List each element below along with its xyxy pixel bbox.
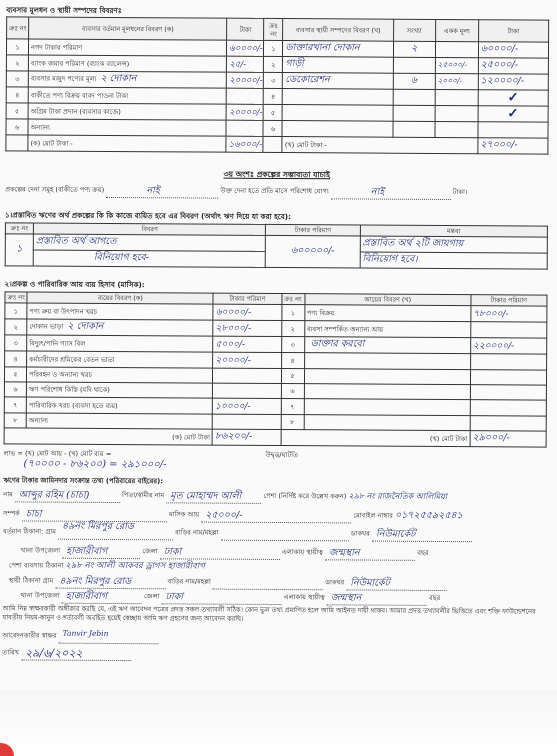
area-value: জন্মস্থান — [329, 547, 360, 559]
ie-serial-text: ৭ — [13, 400, 18, 409]
ie-serial — [5, 319, 27, 335]
use-desc-1: প্রস্তাবিত অর্থ আগতে — [33, 234, 266, 251]
expense-item — [27, 351, 213, 368]
expense-item-text: পারিবারিক খরচ (ব্যবসা হতে ব্যয়) — [28, 400, 118, 410]
thana2-value: হাজারীবাগ — [65, 590, 108, 602]
relation-label: সম্পর্ক — [3, 509, 20, 518]
asset-unit-price — [435, 41, 478, 57]
guarantor-father: মৃত মোহাম্মদ আলী — [170, 490, 242, 502]
ie-col-income-amount: টাকার পরিমাণ — [471, 295, 547, 306]
year-label: বছর — [417, 548, 429, 557]
expense-item — [27, 335, 213, 352]
capital-serial: ৫ — [6, 103, 28, 119]
col-capital-desc: ব্যবসার বর্তমান মূলধনের বিবরণ (ক) — [29, 17, 227, 40]
ie-col-serial: ক্রঃ নং — [5, 292, 27, 303]
capital-item: অগ্রিম টাকা প্রদান (ব্যবসার কাজে) — [28, 103, 226, 120]
income-amount-text: ৭৮০০০/- — [473, 309, 509, 320]
district-value: ঢাকা — [163, 546, 182, 558]
expense-amount — [213, 352, 281, 368]
capital-section-title: ব্যবসার মূলধন ও স্থায়ী সম্পদের বিবরণঃ — [6, 5, 122, 16]
use-col-serial: ক্রঃ নং — [5, 223, 33, 234]
asset-name — [283, 89, 393, 106]
asset-qty — [393, 57, 435, 73]
col-asset-desc: ব্যবসার স্থায়ী সম্পদের বিবরণ (খ) — [283, 19, 393, 42]
income-amount — [470, 370, 546, 385]
col-serial: ক্রঃ নং — [7, 17, 29, 39]
ie-serial-2-text: ২ — [290, 324, 295, 333]
ie-serial-2-text: ৩ — [290, 340, 295, 349]
debt-line — [5, 182, 548, 200]
asset-unit-price — [435, 121, 478, 137]
asset-unit-price — [435, 105, 478, 121]
ie-serial-2 — [281, 337, 304, 353]
area2-value: জন্মস্থান — [330, 592, 362, 604]
expense-item-text: পরিবহন ও অন্যান্য খরচ — [29, 370, 93, 379]
date-value: ২৯/৬/২০২২ — [25, 646, 83, 660]
year2-label: বছর — [428, 593, 441, 602]
ie-income-total-label: (খ) মোট টাকা — [281, 430, 470, 447]
asset-unit-price: ২০০০/- — [435, 73, 478, 89]
income-item-text: পণ্য বিক্রয় — [306, 308, 335, 317]
income-amount — [470, 416, 546, 431]
ie-serial — [5, 351, 27, 367]
asset-serial: ৩ — [264, 72, 283, 88]
ie-serial-2-text: ৬ — [290, 387, 295, 396]
asset-serial: ৬ — [263, 120, 282, 136]
post2-label: ডাকঘর — [325, 578, 345, 587]
asset-qty: ২ — [393, 41, 435, 57]
present-address: ৪৯নং মিরপুর রোড — [62, 520, 134, 533]
asset-qty: ৬ — [393, 73, 435, 89]
ie-serial — [5, 335, 27, 351]
use-remark-2: বিনিয়োগ হবে। — [360, 252, 547, 269]
monthly-value: নাই — [370, 186, 385, 198]
capital-serial: ৪ — [6, 87, 28, 103]
ie-serial-2 — [281, 305, 304, 321]
ie-serial — [4, 413, 26, 428]
income-item-text: ব্যবসা সম্পর্কিত অন্যান্য আয় — [306, 324, 384, 334]
income-item — [304, 353, 470, 370]
asset-name: ডাক্তারখানা দোকান — [283, 41, 393, 58]
profit-value: (৭০০০০ - ৮৬২০০) = ২৯১০০০/- — [23, 458, 167, 471]
capital-serial: ২ — [6, 55, 28, 71]
ie-serial-2 — [281, 384, 304, 399]
date-line — [2, 645, 545, 663]
guarantor-name: আব্দুর রহিম (চাচা) — [18, 489, 90, 501]
loan-use-table — [5, 222, 548, 269]
ie-serial — [4, 382, 26, 397]
house-label: বাড়ির নাম/মহল্লা — [175, 528, 219, 537]
ie-serial — [5, 303, 27, 319]
capital-item: অন্যান্য — [28, 119, 226, 136]
ie-serial-2-text: ৪ — [290, 356, 295, 365]
expense-amount — [213, 383, 281, 398]
capital-total: ১৬০০০/- — [228, 139, 263, 150]
monthly-label: উক্ত দেনা হতে প্রতি মাসে পরিশোধ যোগ্য — [220, 186, 329, 196]
ie-serial — [4, 397, 26, 413]
income-label: মাসিক আয় — [168, 510, 200, 519]
use-col-remark: মন্তব্য — [360, 225, 547, 237]
district2-value: ঢাকা — [165, 591, 184, 603]
permanent-address: ৪৯নং মিরপুর রোড — [59, 575, 132, 588]
district2-label: জেলা — [143, 592, 160, 601]
ie-serial-2 — [281, 369, 304, 384]
profit-label: লাভ = (খ) মোট আয় - (খ) মোট ব্যয় = — [3, 449, 112, 458]
expense-amount — [213, 414, 281, 429]
asset-total: ৬০০০০/- — [478, 42, 548, 58]
signature-line — [2, 628, 545, 646]
income-expense-table — [4, 291, 548, 447]
col-amount: টাকা — [227, 18, 264, 40]
asset-name: ডেকোরেশন — [283, 73, 393, 90]
use-col-desc: বিবরণ — [33, 223, 265, 235]
thana-label: থানা উপজেলা — [20, 546, 61, 555]
mobile-value: ০১৭২৫৫৯২৫৪১ — [394, 509, 463, 522]
ie-serial-text: ১ — [13, 306, 19, 315]
ie-serial-text: ৫ — [13, 370, 18, 379]
present-address-line — [3, 520, 546, 542]
asset-name: গাড়ী — [283, 57, 393, 74]
income-item — [304, 321, 470, 338]
asset-total — [478, 122, 548, 138]
business-address-label: পেশা ব্যবসায় ঠিকানা — [8, 561, 64, 570]
present-address-label: বর্তমান ঠিকানা: গ্রাম — [3, 527, 56, 536]
capital-serial: ৩ — [6, 71, 28, 87]
expense-item — [26, 413, 212, 429]
expense-item-text: বিদ্যুৎ/পানি গ্যাস বিল — [29, 338, 86, 348]
expense-item-text: পণ্য ক্রয় বা উৎপাদন খরচ — [29, 306, 98, 316]
capital-amount: ২৫/- — [227, 56, 264, 72]
asset-unit-price — [435, 89, 478, 105]
use-amount: ৬০০০০০/- — [266, 235, 360, 268]
expense-item — [27, 303, 213, 320]
capital-item: নগদ টাকার পরিমাণ — [28, 39, 226, 56]
income-item — [304, 337, 470, 354]
col-total: টাকা — [478, 20, 548, 42]
asset-serial: ২ — [264, 56, 283, 72]
capital-amount: ২০০০০/- — [226, 104, 263, 120]
ie-col-income: আয়ের বিবরণ (খ) — [304, 294, 470, 306]
ie-serial-2 — [281, 399, 304, 415]
income-amount — [470, 400, 546, 416]
declaration-text: আমি নিম্ন স্বাক্ষরকারী অঙ্গীকার করছি যে, এই ঋণ আবেদন পত্রের প্রদত্ত সকল তথ্যাবলী সঠিক। কোন ভুল তথ্য প্রমাণিত হলে আমি আইনত দায়ী থাকব। আমার প্রদত্ত তথ্যাবলীর ভিত্তিতে এবং শক্তি ফাউন্ডেশনের যাবতীয় নিয়ম-কানুন ও শর্তাবলী অবহিত হয়েই স্বেচ্ছায় আমি ঋণ গ্রহণের জন্য আবেদন করছি। — [2, 604, 536, 623]
capital-serial: ১ — [6, 39, 28, 55]
capital-total-label: (ক) মোট টাকা - — [28, 135, 226, 152]
mobile-label: মোবাইল নাম্বার — [353, 511, 393, 520]
income-amount — [470, 338, 546, 354]
capital-serial: ৬ — [6, 119, 28, 135]
taka-word: টাকা। — [452, 188, 468, 197]
income-amount — [471, 322, 547, 338]
asset-total: ২৫০০০/- — [478, 58, 548, 74]
expense-amount — [213, 398, 281, 414]
ie-serial-2-text: ৮ — [290, 418, 295, 427]
debt-label: প্রকল্পের দেনা সমূহ (বাকীতে পণ্য ক্রয়) — [5, 185, 105, 194]
capital-item-note: ২ দোকান — [100, 72, 137, 85]
asset-qty — [393, 89, 435, 105]
col-quantity: সংখ্যা — [393, 19, 435, 41]
loan-use-title: ১।প্রস্তাবিত ঋণের অর্থ প্রকল্পের কি কি কাজে ব্যয়িত হবে এর বিবরণ (অর্থাৎ ঋণ দিয়ে যা করা হবে): — [4, 210, 291, 222]
asset-qty — [393, 121, 435, 137]
expense-item-text: অন্যান্য — [28, 416, 49, 425]
expense-amount-text: ৫০০০/- — [215, 339, 246, 350]
expense-amount — [213, 320, 281, 336]
ie-serial-text: ৪ — [13, 354, 18, 363]
income-amount-text: ২২০০০০/- — [472, 341, 515, 352]
signature-label: আবেদনকারীর স্বাক্ষর — [2, 631, 57, 640]
asset-total: ✓ — [478, 90, 548, 106]
debt-value: নাই — [146, 185, 160, 197]
expense-item-text: ঋণ পরিশোধ কিস্তি (যদি থাকে) — [28, 385, 110, 394]
expense-item — [26, 397, 212, 414]
asset-qty — [393, 105, 435, 121]
capital-item — [28, 71, 226, 88]
area2-label: এলাকায় স্থায়ীত্ব — [283, 593, 325, 602]
post-value: নিউমার্কেট — [375, 528, 416, 540]
income-item — [304, 369, 470, 385]
thana2-label: থানা উপজেলা — [20, 591, 60, 600]
guarantor-name-label: নাম — [3, 490, 13, 499]
expense-amount-text: ২০০০০/- — [215, 355, 251, 366]
area-label: এলাকায় স্থায়ীত্ব — [281, 548, 324, 557]
ie-serial-2-text: ১ — [290, 308, 296, 317]
ie-col-serial-2: ক্রঃ নং — [281, 294, 304, 305]
guarantor-father-label: পিতা/স্বামীর নাম — [121, 491, 165, 500]
feasibility-title: ৩য় অংশঃ প্রকল্পের সম্ভাব্যতা যাচাই — [223, 169, 330, 180]
ie-serial-2 — [281, 415, 304, 430]
business-address: ২৯৮ নং আলী আকবর ড্রাগস হাজারীবাগ — [65, 560, 205, 572]
ie-serial-text: ২ — [13, 322, 18, 331]
permanent-address-label: স্থায়ী ঠিকানা গ্রাম — [8, 576, 54, 585]
ie-serial-text: ৮ — [13, 416, 18, 425]
use-col-amount: টাকার পরিমাণ — [266, 224, 360, 236]
expense-item — [26, 382, 212, 398]
use-remark-1: প্রস্তাবিত অর্থ ২টি জায়গায় — [360, 236, 547, 253]
income-item — [304, 305, 470, 322]
expense-amount — [213, 336, 281, 352]
income-expense-title: ২।প্রকল্প ও পারিবারিক আয় ব্যয় হিসাব (মাসিক): — [4, 279, 145, 290]
capital-assets-table — [5, 16, 549, 154]
capital-item-label: ব্যবসার মজুদ পণ্যের মূল্য — [30, 74, 97, 83]
use-serial: ১ — [5, 234, 33, 266]
income-item — [304, 399, 470, 416]
ie-serial-text: ৬ — [13, 385, 18, 394]
expense-amount — [213, 368, 281, 383]
use-desc-2: বিনিয়োগ হবে- — [33, 250, 266, 267]
expense-amount-text: ২৮০০০/- — [215, 323, 252, 334]
ie-serial-text: ৩ — [13, 338, 18, 347]
ie-income-total: ২৯০০০/- — [472, 432, 510, 444]
capital-amount — [226, 120, 263, 136]
expense-item-text: দোকান ভাড়া — [29, 322, 64, 331]
expense-amount — [213, 304, 281, 320]
assets-total-label: (খ) মোট টাকা - — [282, 137, 477, 154]
post-label: ডাকঘর — [350, 529, 370, 538]
income-value: ২৫০০০/- — [205, 509, 243, 521]
capital-amount — [227, 88, 264, 104]
capital-amount: ৬০০০০/- — [227, 40, 264, 56]
capital-item: ব্যাংক জমার পরিমাণ (ব্যাংক ব্যালেন্স) — [28, 55, 226, 72]
thana-value: হাজারীবাগ — [66, 545, 108, 557]
asset-serial: ৪ — [264, 88, 283, 104]
house2-label: বাড়ির নাম/মহল্লা — [167, 577, 211, 586]
ie-col-expense-amount: টাকার পরিমাণ — [213, 293, 281, 304]
col-unit-price: একক মূল্য — [435, 19, 478, 41]
ie-serial — [4, 367, 26, 382]
guarantor-name-line — [3, 486, 546, 504]
asset-total: ১২০০০০/- — [478, 74, 548, 90]
asset-name — [283, 105, 393, 122]
relation-value: চাচা — [25, 508, 42, 520]
income-amount — [470, 385, 546, 400]
capital-item: বাকীতে পণ্য বিক্রয় বাবদ পাওনা টাকা — [28, 87, 226, 104]
applicant-signature: Tanvir Jebin — [62, 628, 109, 638]
guarantor-title: ঋণের টাকার জামিনদার সংক্রান্ত তথ্য (পরিবারের বাইরের): — [3, 476, 163, 486]
ie-expense-total-label: (ক) মোট টাকা — [4, 428, 212, 445]
asset-unit-price: ২৫০০০/- — [435, 57, 478, 73]
expense-item — [27, 367, 213, 383]
ie-expense-total: ৮৬২০০/- — [214, 430, 253, 442]
post2-value: নিউমার্কেট — [350, 577, 390, 589]
income-amount — [470, 354, 546, 370]
ie-col-expense: ব্যয়ের বিবরণ (ক) — [27, 292, 213, 304]
expense-item-note: ২ দোকান — [67, 320, 104, 332]
asset-total: ✓ — [478, 106, 548, 122]
profit-line — [3, 446, 546, 475]
assets-total: ২৭০০০/- — [480, 139, 518, 151]
expense-item-text: কর্মচারীদের শ্রমিকের বেতন ভাতা — [29, 354, 115, 364]
asset-serial: ১ — [264, 40, 283, 56]
expense-item — [27, 319, 213, 336]
expense-amount-text: ১০০০০/- — [215, 401, 251, 412]
asset-serial: ৫ — [264, 104, 283, 120]
ie-serial-2 — [281, 321, 304, 337]
asset-name — [282, 121, 392, 138]
guarantor-occupation: ২৯৮ নং রাজনৈতিক আলিমিয়া — [348, 491, 448, 502]
date-label: তারিখ — [2, 648, 20, 657]
guarantor-occupation-label: পেশা (নির্দিষ্ট করে উল্লেখ করুন) — [263, 491, 347, 501]
ie-serial-2 — [281, 353, 304, 369]
income-item — [304, 415, 470, 431]
income-item-note: ডাক্তার করবো — [310, 338, 365, 350]
district-label: জেলা — [142, 547, 158, 556]
income-item — [304, 384, 470, 400]
ie-serial-2-text: ৭ — [290, 402, 295, 411]
col-serial-2: ক্রঃ নং — [264, 18, 283, 40]
capital-amount: ২০০০০/- — [227, 72, 264, 88]
expense-amount-text: ৬০০০০/- — [215, 307, 252, 318]
surplus-label: উদ্বৃত্ত/ঘাটতি — [265, 450, 298, 460]
income-amount — [471, 306, 547, 322]
ie-serial-2-text: ৫ — [290, 372, 295, 381]
